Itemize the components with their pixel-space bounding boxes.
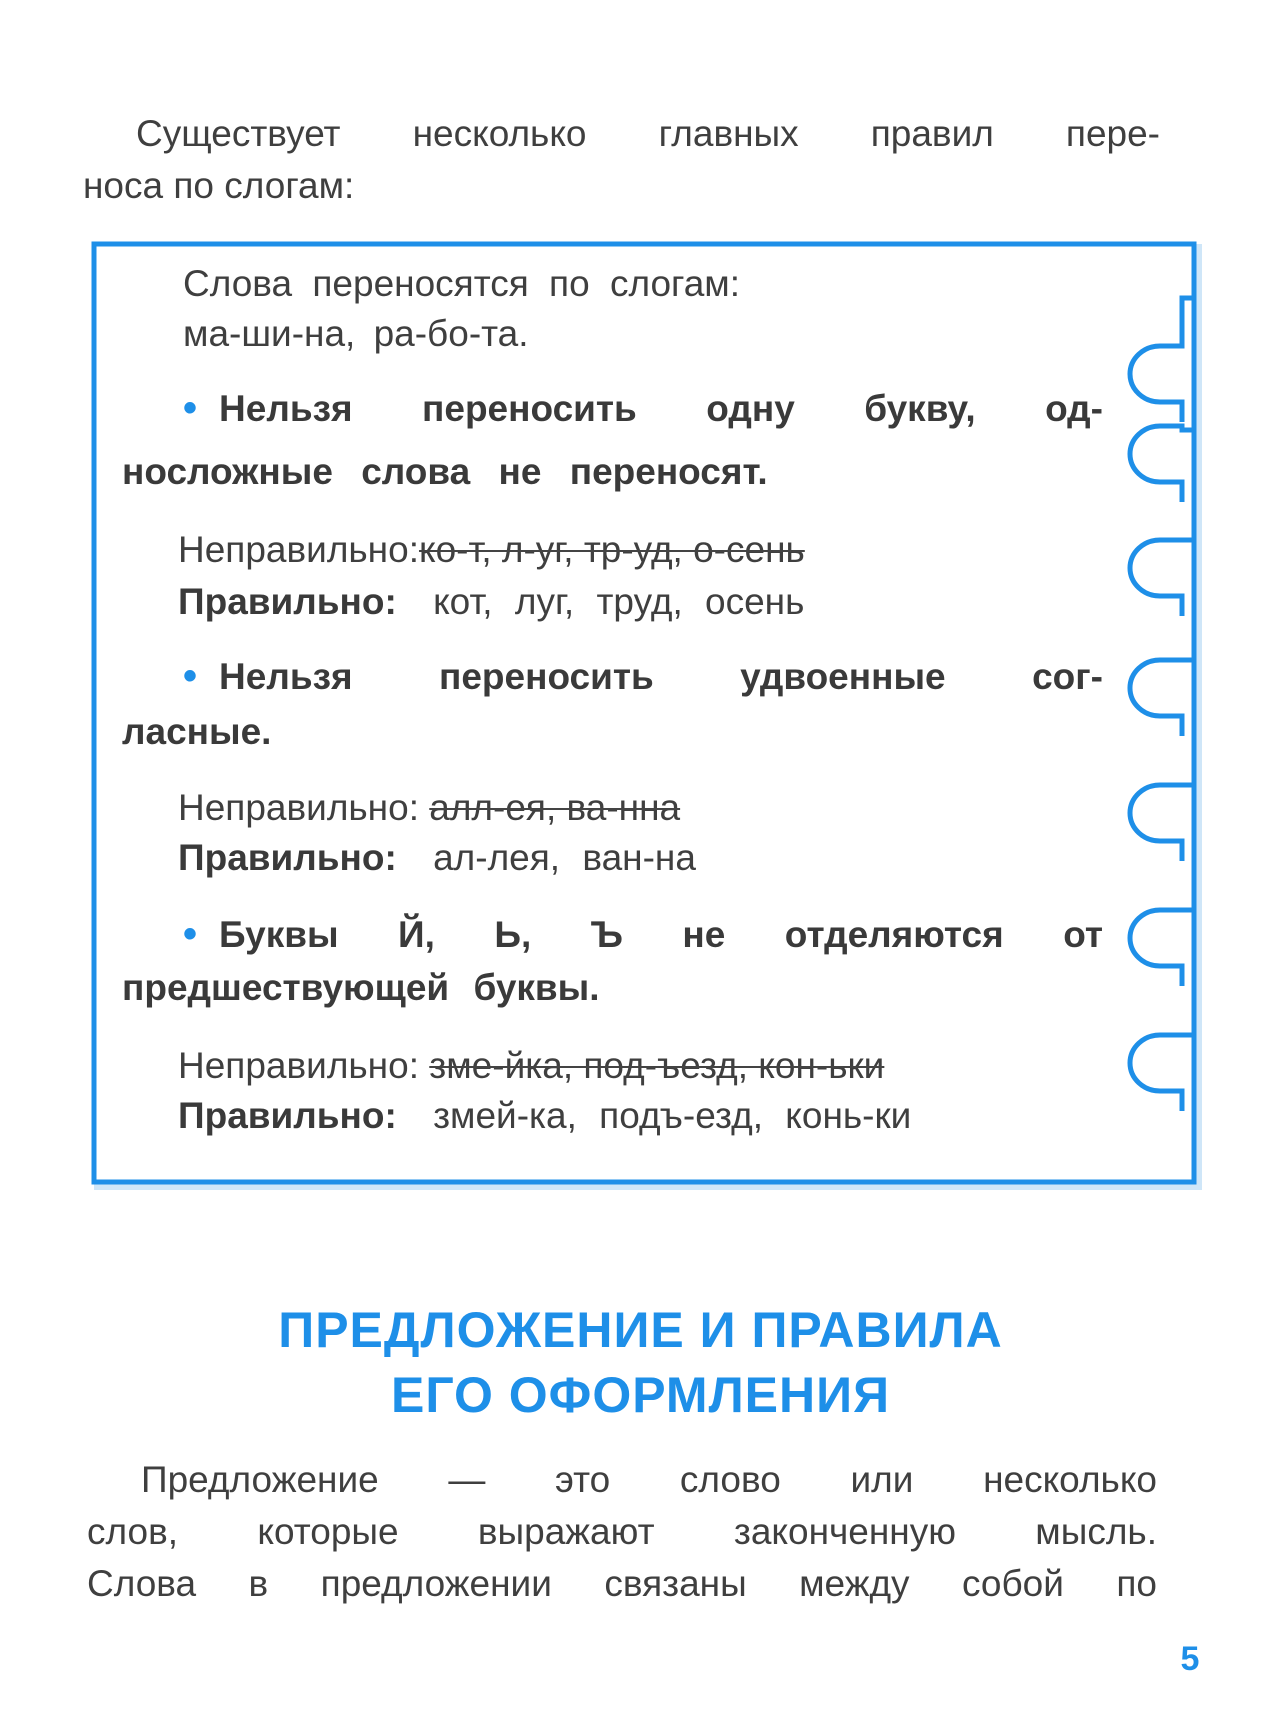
section-heading-line-1: ПРЕДЛОЖЕНИЕ И ПРАВИЛА	[278, 1302, 1003, 1358]
main-rule-line-2: ма-ши-на, ра-бо-та.	[183, 313, 529, 354]
wrong-label: Неправильно:	[178, 787, 419, 828]
rule-3-right	[178, 1094, 911, 1138]
rule-2-wrong	[178, 786, 680, 830]
rule-1-wrong	[178, 528, 805, 572]
page-number: 5	[1180, 1640, 1200, 1678]
rule-2-title-line-1: • Нельзя переносить удвоенные сог-	[183, 654, 1103, 698]
rule-1-title-line-1: • Нельзя переносить одну букву, од-	[183, 386, 1103, 430]
wrong-examples: ко-т, л-уг, тр-уд, о-сень	[418, 529, 805, 570]
rule-2-right	[178, 836, 696, 880]
bullet-icon: •	[183, 912, 198, 956]
rule-3-title-line-1: • Буквы Й, Ь, Ъ не отделяются от	[183, 912, 1103, 956]
rule-1-title-line-2: носложные слова не переносят.	[122, 451, 768, 492]
right-examples: ал-лея, ван-на	[433, 837, 696, 878]
intro-line-2: носа по слогам:	[83, 165, 355, 206]
rule-3-title-line-2: предшествующей буквы.	[122, 967, 600, 1008]
right-examples: кот, луг, труд, осень	[433, 581, 805, 622]
section-heading-line-2: ЕГО ОФОРМЛЕНИЯ	[390, 1367, 891, 1423]
wrong-label: Неправильно:	[178, 529, 419, 570]
right-examples: змей-ка, подъ-езд, конь-ки	[433, 1095, 912, 1136]
bullet-icon: •	[183, 654, 198, 698]
right-label: Правильно:	[178, 1095, 397, 1136]
main-rule-line-1: Слова переносятся по слогам:	[183, 263, 741, 304]
rule-3-wrong	[178, 1044, 884, 1088]
rule-1-right	[178, 580, 804, 624]
paragraph-line-1: Предложение — это слово или несколько	[141, 1459, 1157, 1500]
wrong-examples: зме-йка, под-ъезд, кон-ьки	[429, 1045, 885, 1086]
right-label: Правильно:	[178, 581, 397, 622]
paragraph-line-2: слов, которые выражают законченную мысль.	[87, 1511, 1157, 1552]
paragraph-line-3: Слова в предложении связаны между собой по	[87, 1563, 1157, 1604]
wrong-examples: алл-ея, ва-нна	[429, 787, 681, 828]
wrong-label: Неправильно:	[178, 1045, 419, 1086]
bullet-icon: •	[183, 386, 198, 430]
right-label: Правильно:	[178, 837, 397, 878]
rule-2-title-line-2: ласные.	[122, 711, 272, 752]
intro-line-1: Существует несколько главных правил пере-	[136, 113, 1160, 154]
